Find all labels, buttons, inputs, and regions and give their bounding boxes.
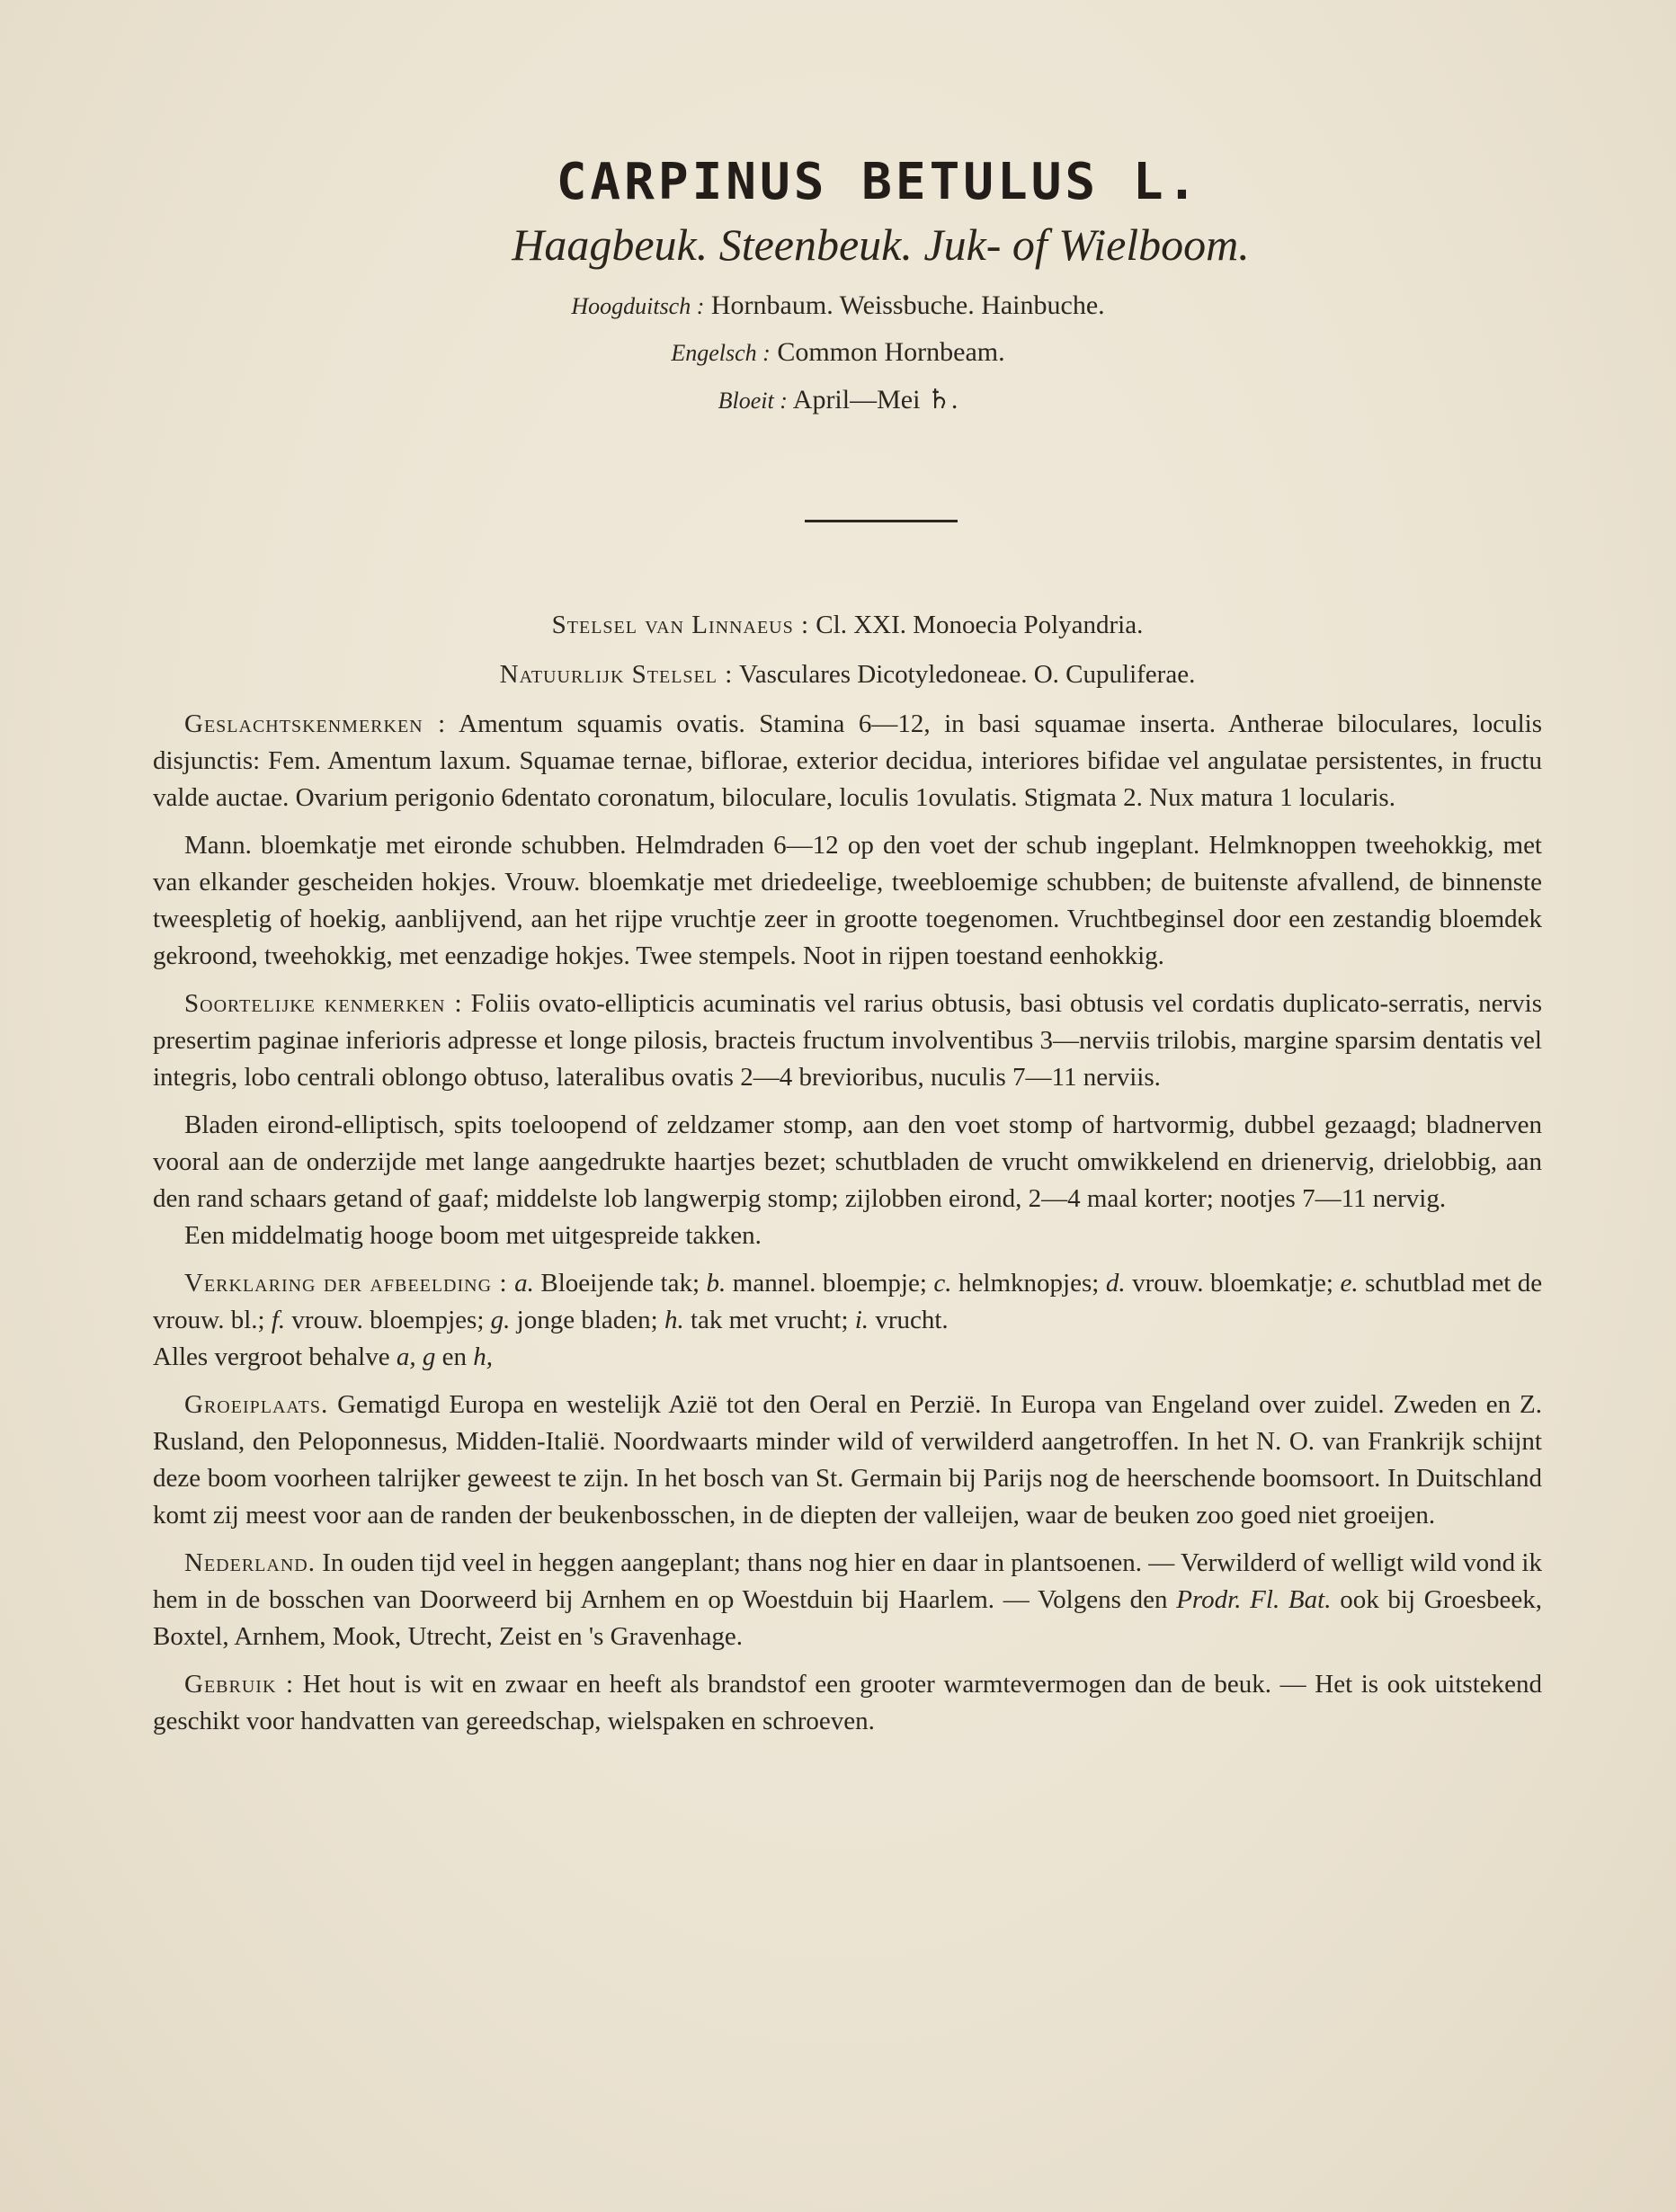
plate-item: jonge bladen; bbox=[516, 1306, 658, 1334]
linnaeus-value: Cl. XXI. Monoecia Polyandria. bbox=[816, 611, 1144, 639]
dutch-common-names: Haagbeuk. Steenbeuk. Juk- of Wielboom. bbox=[512, 219, 1250, 270]
plate-key: g. bbox=[490, 1306, 511, 1334]
plate-key: c. bbox=[933, 1269, 952, 1298]
plate-item: vrouw. bloempjes; bbox=[291, 1306, 485, 1334]
natural-label: Natuurlijk Stelsel : bbox=[499, 660, 734, 689]
plate-note-a: a, bbox=[396, 1342, 416, 1371]
english-names bbox=[0, 337, 1676, 368]
habit-paragraph: Een middelmatig hooge boom met uitgespreide takken. bbox=[184, 1221, 762, 1250]
genus-dutch-paragraph: Mann. bloemkatje met eironde schubben. Helmdraden 6—12 op den voet der schub ingeplant. Helmknoppen tweehokkig, met van elkander gescheiden hokjes. Vrouw. bloemkatje met driedeelige, tweebloemige schubben; de buitenste afvallend, de binnenste tweespletig of hoekig, aanblijvend, aan het rijpe vruchtje zeer in grootte toegenomen. Vruchtbeginsel door een zestandig bloemdek gekroond, tweehokkig, met eenzadige hokjes. Twee stempels. Noot in rijpen toestand eenhokkig. bbox=[153, 831, 1542, 970]
body-text bbox=[153, 607, 1542, 1751]
species-dutch-paragraph: Bladen eirond-elliptisch, spits toeloopend of zeldzamer stomp, aan den voet stomp of hartvormig, dubbel gezaagd; bladnerven vooral aan de onderzijde met lange aangedrukte haartjes bezet; schutbladen de vrucht omwikkelend en drienervig, drielobbig, aan den rand schaars getand of gaaf; middelste lob langwerpig stomp; zijlobben eirond, 2—4 maal korter; nootjes 7—11 nervig. bbox=[153, 1110, 1542, 1213]
netherlands-paragraph bbox=[153, 1545, 1542, 1655]
plate-label: Verklaring der afbeelding : bbox=[184, 1269, 508, 1298]
bloom-value: April—Mei ♄. bbox=[792, 385, 958, 415]
plate-item: helmknopjes; bbox=[958, 1269, 1100, 1298]
german-value: Hornbaum. Weissbuche. Hainbuche. bbox=[710, 290, 1105, 320]
plate-note-en: en bbox=[441, 1342, 467, 1371]
bloom-label: Bloeit : bbox=[718, 388, 788, 414]
species-label: Soortelijke kenmerken : bbox=[184, 989, 463, 1018]
plate-item: mannel. bloempje; bbox=[732, 1269, 927, 1298]
divider-rule bbox=[805, 520, 958, 522]
german-names bbox=[0, 290, 1676, 321]
habitat-text: Gematigd Europa en westelijk Azië tot den Oeral en Perzië. In Europa van Engeland over zuidel. Zweden en Z. Rusland, den Peloponnesus, Midden-Italië. Noordwaarts minder wild of verwilderd aangetroffen. In het N. O. van Frankrijk schijnt deze boom voorheen talrijker geweest te zijn. In het bosch van St. Germain bij Parijs nog de heerschende boomsoort. In Duitschland komt zij meest voor aan de randen der beukenbosschen, in de diepten der valleijen, waar de beuken zoo goed niet groeijen. bbox=[153, 1390, 1542, 1530]
natural-value: Vasculares Dicotyledoneae. O. Cupuliferae. bbox=[739, 660, 1196, 689]
netherlands-text-1: In ouden tijd veel in heggen aangeplant; thans nog hier en daar in plantsoenen. — Verwilderd of welligt wild vond ik hem in de bosschen van Doorweerd bij Arnhem en op Woestduin bij Haarlem. — Volgens den bbox=[153, 1548, 1542, 1614]
plate-item: vrouw. bloemkatje; bbox=[1132, 1269, 1333, 1298]
page-title: CARPINUS BETULUS L. bbox=[556, 153, 1201, 211]
plate-item: vrucht. bbox=[875, 1306, 949, 1334]
habitat-label: Groeiplaats. bbox=[184, 1390, 329, 1419]
netherlands-text-2: ook bij Groesbeek, Boxtel, Arnhem, Mook, Utrecht, Zeist en 's Gravenhage. bbox=[153, 1585, 1542, 1651]
english-label: Engelsch : bbox=[671, 340, 771, 366]
natural-system bbox=[153, 656, 1542, 693]
plate-key: a. bbox=[514, 1269, 534, 1298]
plate-note-h: h, bbox=[473, 1342, 493, 1371]
bloom-period bbox=[0, 384, 1676, 415]
species-latin-paragraph bbox=[153, 986, 1542, 1096]
plate-key: h. bbox=[664, 1306, 684, 1334]
species-latin-text: Foliis ovato-ellipticis acuminatis vel rarius obtusis, basi obtusis vel cordatis duplicato-serratis, nervis presertim paginae inferioris adpresse et longe pilosis, bracteis fructum involventibus 3—nerviis trilobis, margine sparsim dentatis vel integris, lobo centrali oblongo obtuso, lateralibus ovatis 2—4 brevioribus, nuculis 7—11 nerviis. bbox=[153, 989, 1542, 1092]
header bbox=[0, 153, 1676, 415]
netherlands-label: Nederland. bbox=[184, 1548, 316, 1577]
linnaeus-system bbox=[153, 607, 1542, 644]
plate-key: f. bbox=[271, 1306, 286, 1334]
plate-item: tak met vrucht; bbox=[690, 1306, 849, 1334]
plate-key: e. bbox=[1340, 1269, 1359, 1298]
plate-key: i. bbox=[854, 1306, 869, 1334]
english-value: Common Hornbeam. bbox=[777, 337, 1005, 367]
plate-key: d. bbox=[1105, 1269, 1126, 1298]
german-label: Hoogduitsch : bbox=[571, 293, 705, 319]
linnaeus-label: Stelsel van Linnaeus : bbox=[551, 611, 810, 639]
plate-key: b. bbox=[706, 1269, 727, 1298]
genus-label: Geslachtskenmerken : bbox=[184, 709, 447, 738]
plate-note: Alles vergroot behalve bbox=[153, 1342, 390, 1371]
plate-item: schutblad met de vrouw. bl.; bbox=[153, 1269, 1543, 1334]
genus-latin-text: Amentum squamis ovatis. Stamina 6—12, in basi squamae inserta. Antherae biloculares, loculis disjunctis: Fem. Amentum laxum. Squamae ternae, biflorae, exterior decidua, interiores bifidae vel angulatae persistentes, in fructu valde auctae. Ovarium perigonio 6dentato coronatum, biloculare, loculis 1ovulatis. Stigmata 2. Nux matura 1 locularis. bbox=[153, 709, 1543, 812]
netherlands-reference: Prodr. Fl. Bat. bbox=[1176, 1585, 1332, 1614]
use-label: Gebruik : bbox=[184, 1670, 295, 1699]
habitat-paragraph bbox=[153, 1387, 1542, 1534]
genus-latin-paragraph bbox=[153, 706, 1542, 816]
use-text: Het hout is wit en zwaar en heeft als brandstof een grooter warmtevermogen dan de beuk. — Het is ook uitstekend geschikt voor handvatten van gereedschap, wielspaken en schroeven. bbox=[153, 1670, 1542, 1735]
plate-note-g: g bbox=[422, 1342, 436, 1371]
use-paragraph bbox=[153, 1666, 1542, 1740]
plate-explanation-paragraph bbox=[153, 1265, 1542, 1376]
plate-item: Bloeijende tak; bbox=[540, 1269, 700, 1298]
